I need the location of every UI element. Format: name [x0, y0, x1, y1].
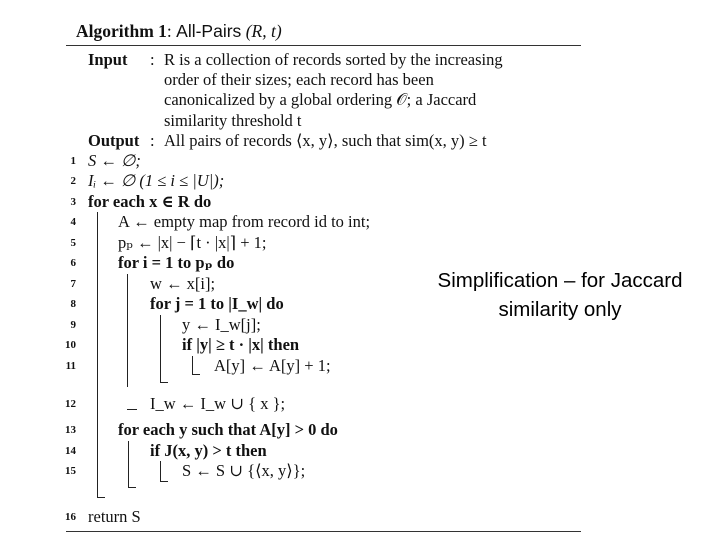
input-label: Input: [88, 50, 128, 69]
algo-line-9: y ← I_w[j];: [182, 315, 261, 334]
line-number: 8: [70, 298, 76, 310]
algo-line-2: Iᵢ ← ∅ (1 ≤ i ≤ |U|);: [88, 171, 225, 190]
output-colon: :: [150, 131, 155, 150]
algorithm-name: All-Pairs: [176, 21, 242, 41]
input-line-2: order of their sizes; each record has been: [164, 70, 434, 89]
output-text: All pairs of records ⟨x, y⟩, such that sim(x, y) ≥ t: [164, 131, 487, 150]
algo-line-4: A ← empty map from record id to int;: [118, 212, 371, 231]
line-number: 7: [70, 278, 76, 290]
algo-line-3: for each x ∈ R do: [88, 192, 212, 211]
line-number: 1: [70, 155, 76, 167]
algo-line-11: A[y] ← A[y] + 1;: [214, 356, 331, 375]
line-number: 14: [65, 445, 76, 457]
line-number: 15: [65, 465, 76, 477]
algo-line-7: w ← x[i];: [150, 274, 216, 293]
algorithm-colon: :: [166, 21, 172, 41]
annotation-note: [410, 266, 710, 324]
block-bracket-if-jaccard-foot: [160, 481, 168, 482]
line-number: 6: [70, 257, 76, 269]
block-bracket-for-each-y: [128, 441, 129, 487]
algorithm-number: 1: [158, 21, 167, 41]
annotation-line-1: Simplification – for Jaccard: [437, 269, 683, 292]
algo-line-14: if J(x, y) > t then: [150, 441, 267, 460]
algo-line-10: if |y| ≥ t · |x| then: [182, 335, 300, 354]
algorithm-header: [76, 21, 282, 41]
output-label: Output: [88, 131, 140, 150]
line-number: 5: [70, 237, 76, 249]
line-number: 4: [70, 216, 76, 228]
algo-line-15: S ← S ∪ {⟨x, y⟩};: [182, 461, 306, 480]
block-bracket-if-size-foot: [192, 374, 200, 375]
block-bracket-for-j-foot: [160, 382, 168, 383]
input-line-3: canonicalized by a global ordering 𝒪; a Jaccard: [164, 90, 477, 109]
block-bracket-for-each: [97, 212, 98, 497]
algo-line-1: S ← ∅;: [88, 151, 141, 170]
block-bracket-for-i: [127, 274, 128, 387]
algo-line-5: pₚ ← |x| − ⌈t · |x|⌉ + 1;: [118, 233, 267, 252]
input-colon: :: [150, 50, 155, 69]
algo-line-12: I_w ← I_w ∪ { x };: [150, 394, 286, 413]
algo-line-16: return S: [88, 507, 141, 526]
annotation-line-2: similarity only: [498, 298, 622, 321]
input-line-4: similarity threshold t: [164, 111, 302, 130]
line-number: 10: [65, 339, 76, 351]
block-bracket-for-each-y-foot: [128, 487, 136, 488]
block-bracket-if-jaccard: [160, 461, 161, 481]
block-bracket-if-size: [192, 356, 193, 374]
line-number: 11: [65, 360, 76, 372]
algorithm-keyword: Algorithm: [76, 21, 154, 41]
line-number: 3: [70, 196, 76, 208]
block-bracket-for-j: [160, 315, 161, 382]
algo-line-6: for i = 1 to pₚ do: [118, 253, 235, 272]
bottom-rule: [66, 531, 581, 532]
line-number: 12: [65, 398, 76, 410]
input-line-1: R is a collection of records sorted by the increasing: [164, 50, 503, 69]
top-rule: [66, 45, 581, 46]
line-number: 13: [65, 424, 76, 436]
algo-line-8: for j = 1 to |I_w| do: [150, 294, 284, 313]
line-number: 2: [70, 175, 76, 187]
line-number: 16: [65, 511, 76, 523]
algorithm-params: (R, t): [245, 21, 282, 41]
block-bracket-for-i-foot: [127, 409, 137, 410]
line-number: 9: [70, 319, 76, 331]
block-bracket-for-each-foot: [97, 497, 105, 498]
algo-line-13: for each y such that A[y] > 0 do: [118, 420, 338, 439]
